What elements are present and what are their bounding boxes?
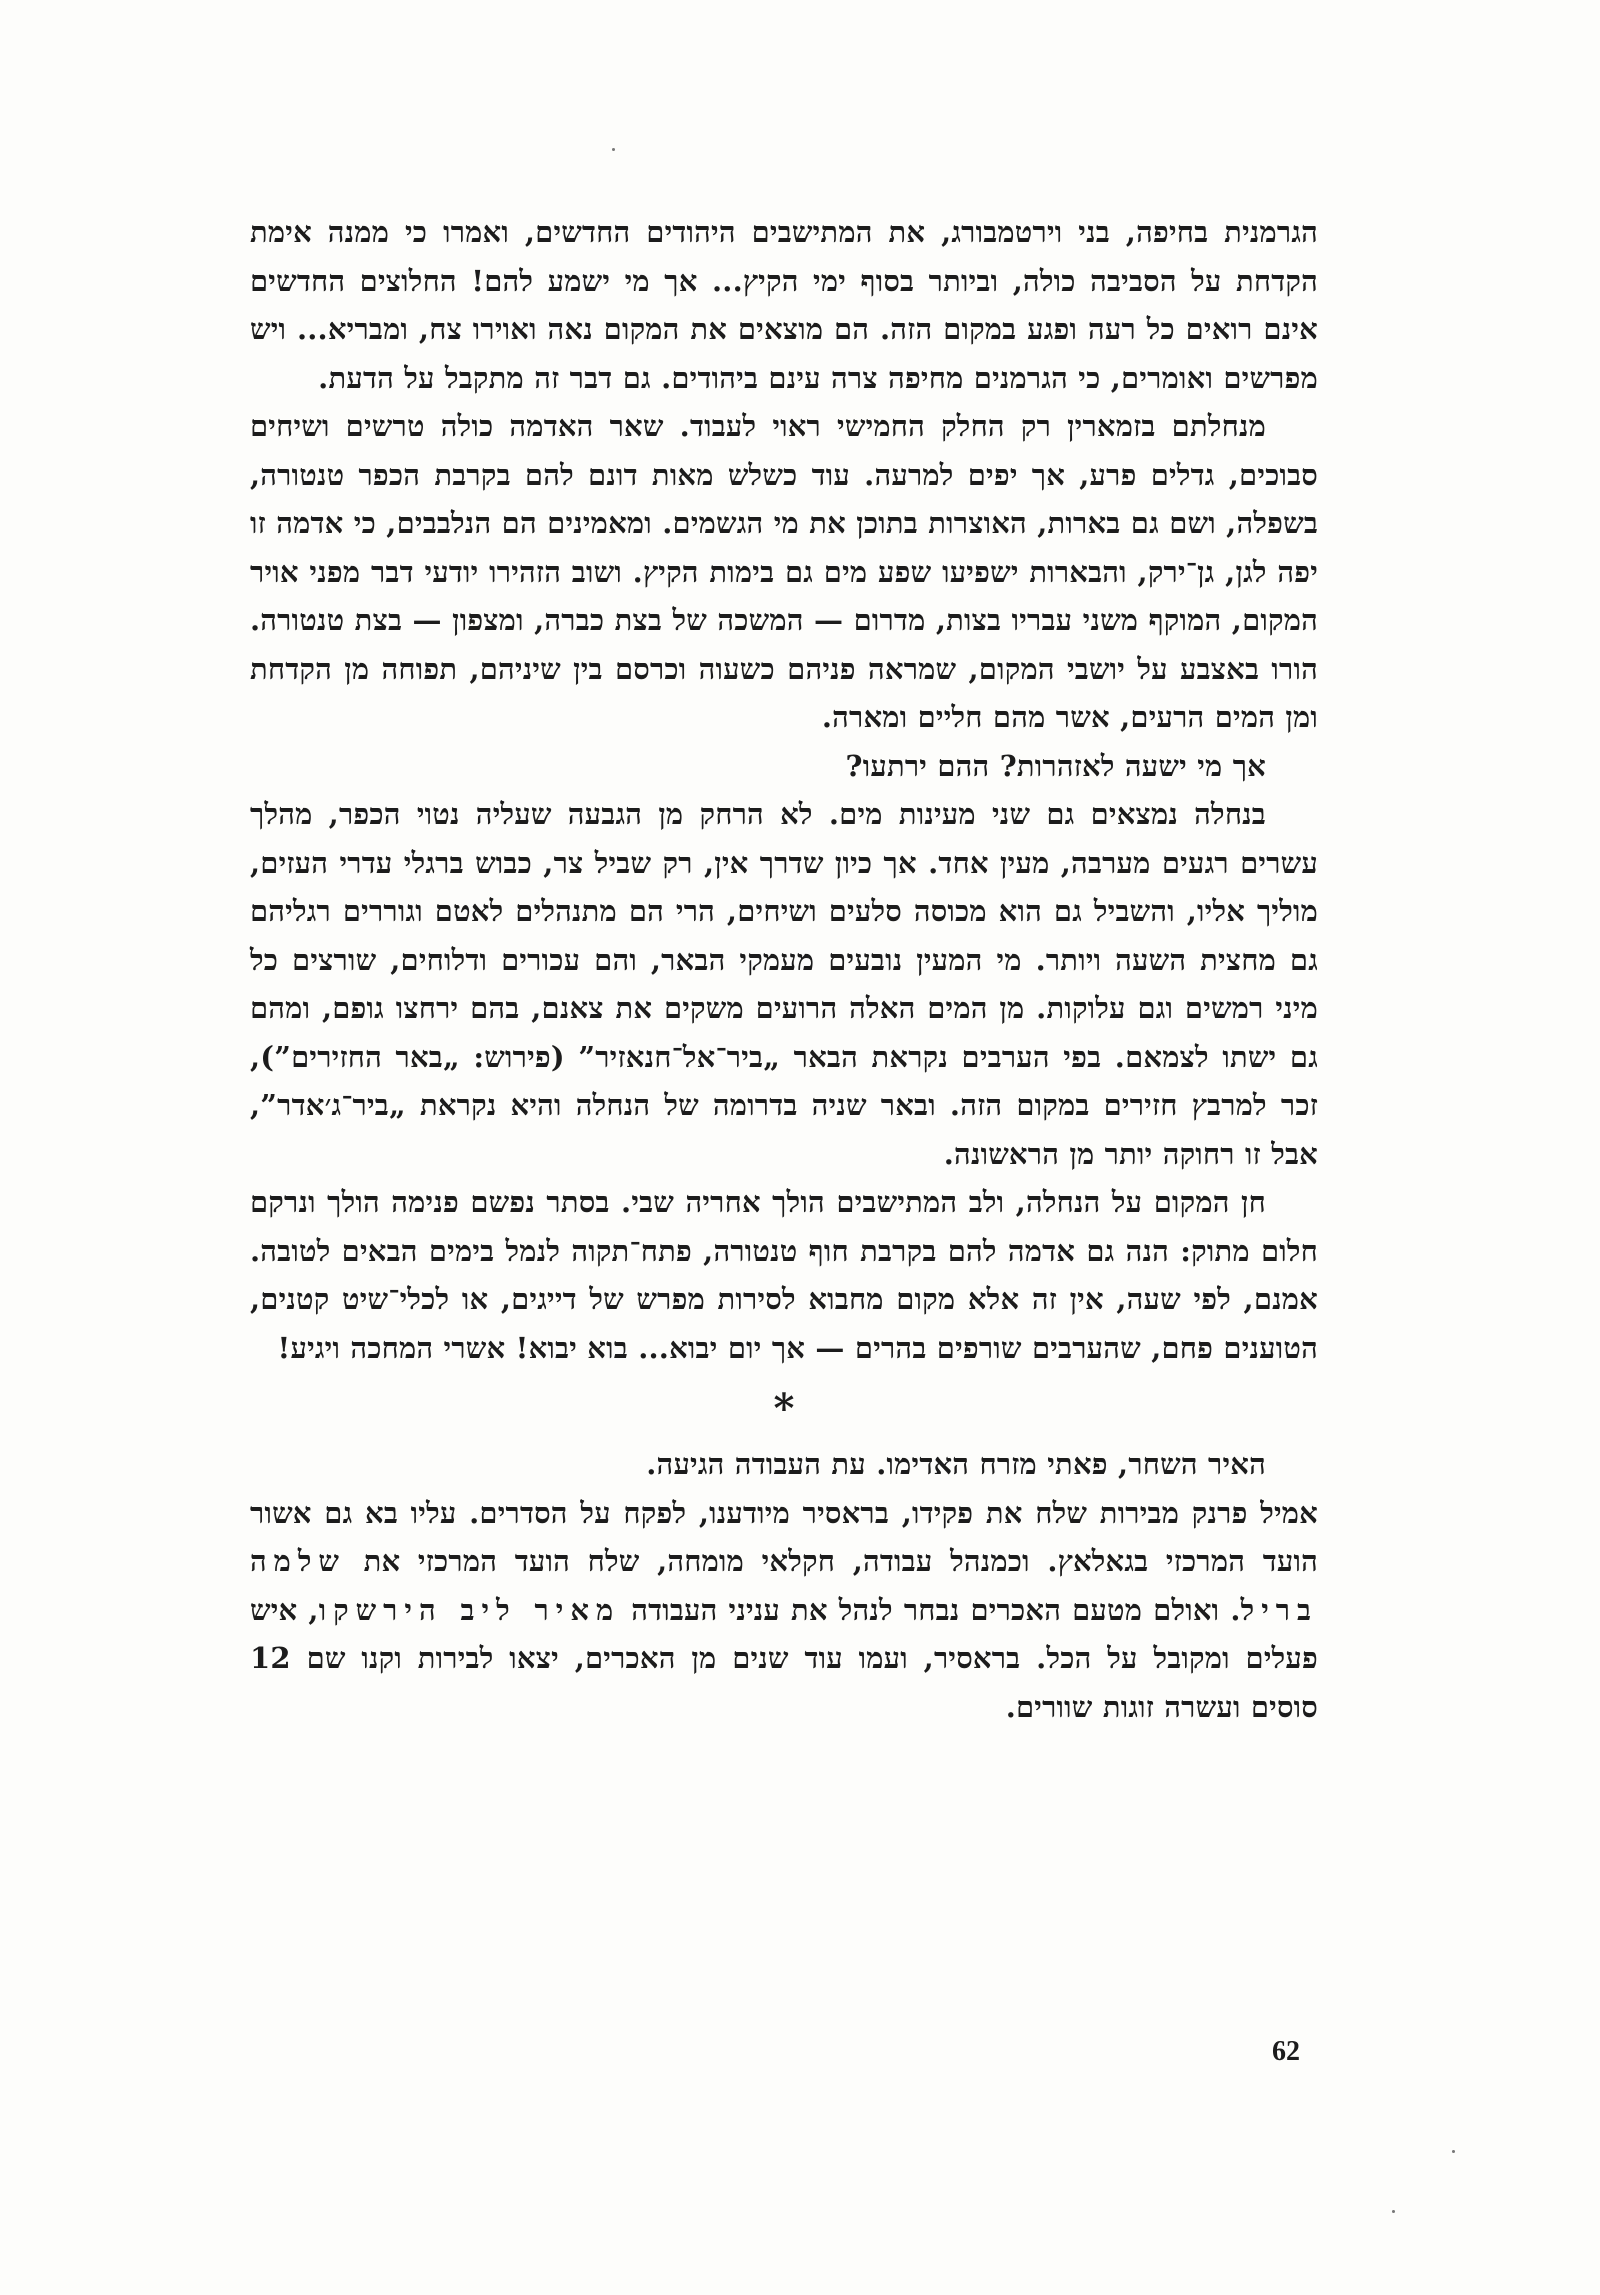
text-after-name-2: , איש פעלים ומקובל על הכל. בראסיר, ועמו עוד שנים מן האכרים, יצאו לבירות וקנו שם 12 סוסים ועשרה זוגות שוורים. — [250, 1592, 1318, 1724]
paragraph-1: הגרמנית בחיפה, בני וירטמבורג, את המתישבים היהודים החדשים, ואמרו כי ממנה אימת הקדחת על הסביבה כולה, וביותר בסוף ימי הקיץ... אך מי ישמע להם! החלוצים החדשים אינם רואים כל רעה ופגע במקום הזה. הם מוצאים את המקום נאה ואוירו צח, ומבריא... ויש מפרשים ואומרים, כי הגרמנים מחיפה צרה עינם ביהודים. גם דבר זה מתקבל על הדעת. — [250, 215, 1318, 395]
section-2-paragraph — [250, 1489, 1318, 1732]
name-meir-leib-hirshko: מאיר ליב הירשקו — [318, 1592, 621, 1627]
section-2-opening: האיר השחר, פאתי מזרח האדימו. עת העבודה הגיעה. — [646, 1447, 1266, 1481]
paragraph-2: מנחלתם בזמארין רק החלק החמישי ראוי לעבוד. שאר האדמה כולה טרשים ושיחים סבוכים, גדלים פרע, אך יפים למרעה. עוד כשלש מאות דונם להם בקרבת הכפר טנטורה, בשפלה, ושם גם בארות, האוצרות בתוכן את מי הגשמים. ומאמינים הם הנלבבים, כי אדמה זו יפה לגן, גן־ירק, והבארות ישפיעו שפע מים גם בימות הקיץ. ושוב הזהירו יודעי דבר מפני אויר המקום, המוקף משני עבריו בצות, מדרום — המשכה של בצת כברה, ומצפון — בצת טנטורה. הורו באצבע על יושבי המקום, שמראה פניהם כשעוה וכרסם בין שיניהם, תפוחה מן הקדחת ומן המים הרעים, אשר מהם חליים ומארה. — [250, 409, 1318, 734]
scan-speck — [1392, 2210, 1395, 2213]
section-divider-asterisk: * — [773, 1385, 795, 1432]
text-before-name-1: אמיל פרנק מבירות שלח את פקידו, בראסיר מיודענו, לפקח על הסדרים. עליו בא גם אשור הועד המרכזי בגאלאץ. וכמנהל עבודה, חקלאי מומחה, שלח הועד המרכזי את — [250, 1495, 1318, 1578]
page-number: 62 — [1272, 2036, 1300, 2067]
paragraph-5: חן המקום על הנחלה, ולב המתישבים הולך אחריה שבי. בסתר נפשם פנימה הולך ונרקם חלום מתוק: הנה גם אדמה להם בקרבת חוף טנטורה, פתח־תקוה לנמל בימים הבאים לטובה. אמנם, לפי שעה, אין זה אלא מקום מחבוא לסירות מפרש של דייגים, או לכלי־שיט קטנים, הטוענים פחם, שהערבים שורפים בהרים — אך יום יבוא... בוא יבוא! אשרי המחכה ויגיע! — [250, 1185, 1318, 1365]
paragraph-3: אך מי ישעה לאזהרות? ההם ירתעו? — [845, 748, 1266, 783]
paragraph-4: בנחלה נמצאים גם שני מעינות מים. לא הרחק מן הגבעה שעליה נטוי הכפר, מהלך עשרים רגעים מערבה, מעין אחד. אך כיון שדרך אין, רק שביל צר, כבוש ברגלי עדרי העזים, מוליך אליו, והשביל גם הוא מכוסה סלעים ושיחים, הרי הם מתנהלים לאטם וגוררים רגליהם גם מחצית השעה ויותר. מי המעין נובעים מעמקי הבאר, והם עכורים ודלוחים, שורצים כל מיני רמשים וגם עלוקות. מן המים האלה הרועים משקים את צאנם, בהם ירחצו גופם, ומהם גם ישתו לצמאם. בפי הערבים נקראת הבאר „ביר־אל־חנאזיר” (פירוש: „באר החזירים”), זכר למרבץ חזירים במקום הזה. ובאר שניה בדרומה של הנחלה והיא נקראת „ביר־ג׳אדר”, אבל זו רחוקה יותר מן הראשונה. — [250, 797, 1318, 1171]
scan-speck — [612, 148, 615, 151]
scan-speck — [1452, 2150, 1455, 2153]
body-text — [250, 208, 1318, 1731]
text-between-names: . ואולם מטעם האכרים נבחר לנהל את עניני העבודה — [631, 1592, 1241, 1627]
name-shlomo-bril: שלמה בריל — [250, 1544, 1319, 1627]
section-2 — [250, 1440, 1318, 1731]
